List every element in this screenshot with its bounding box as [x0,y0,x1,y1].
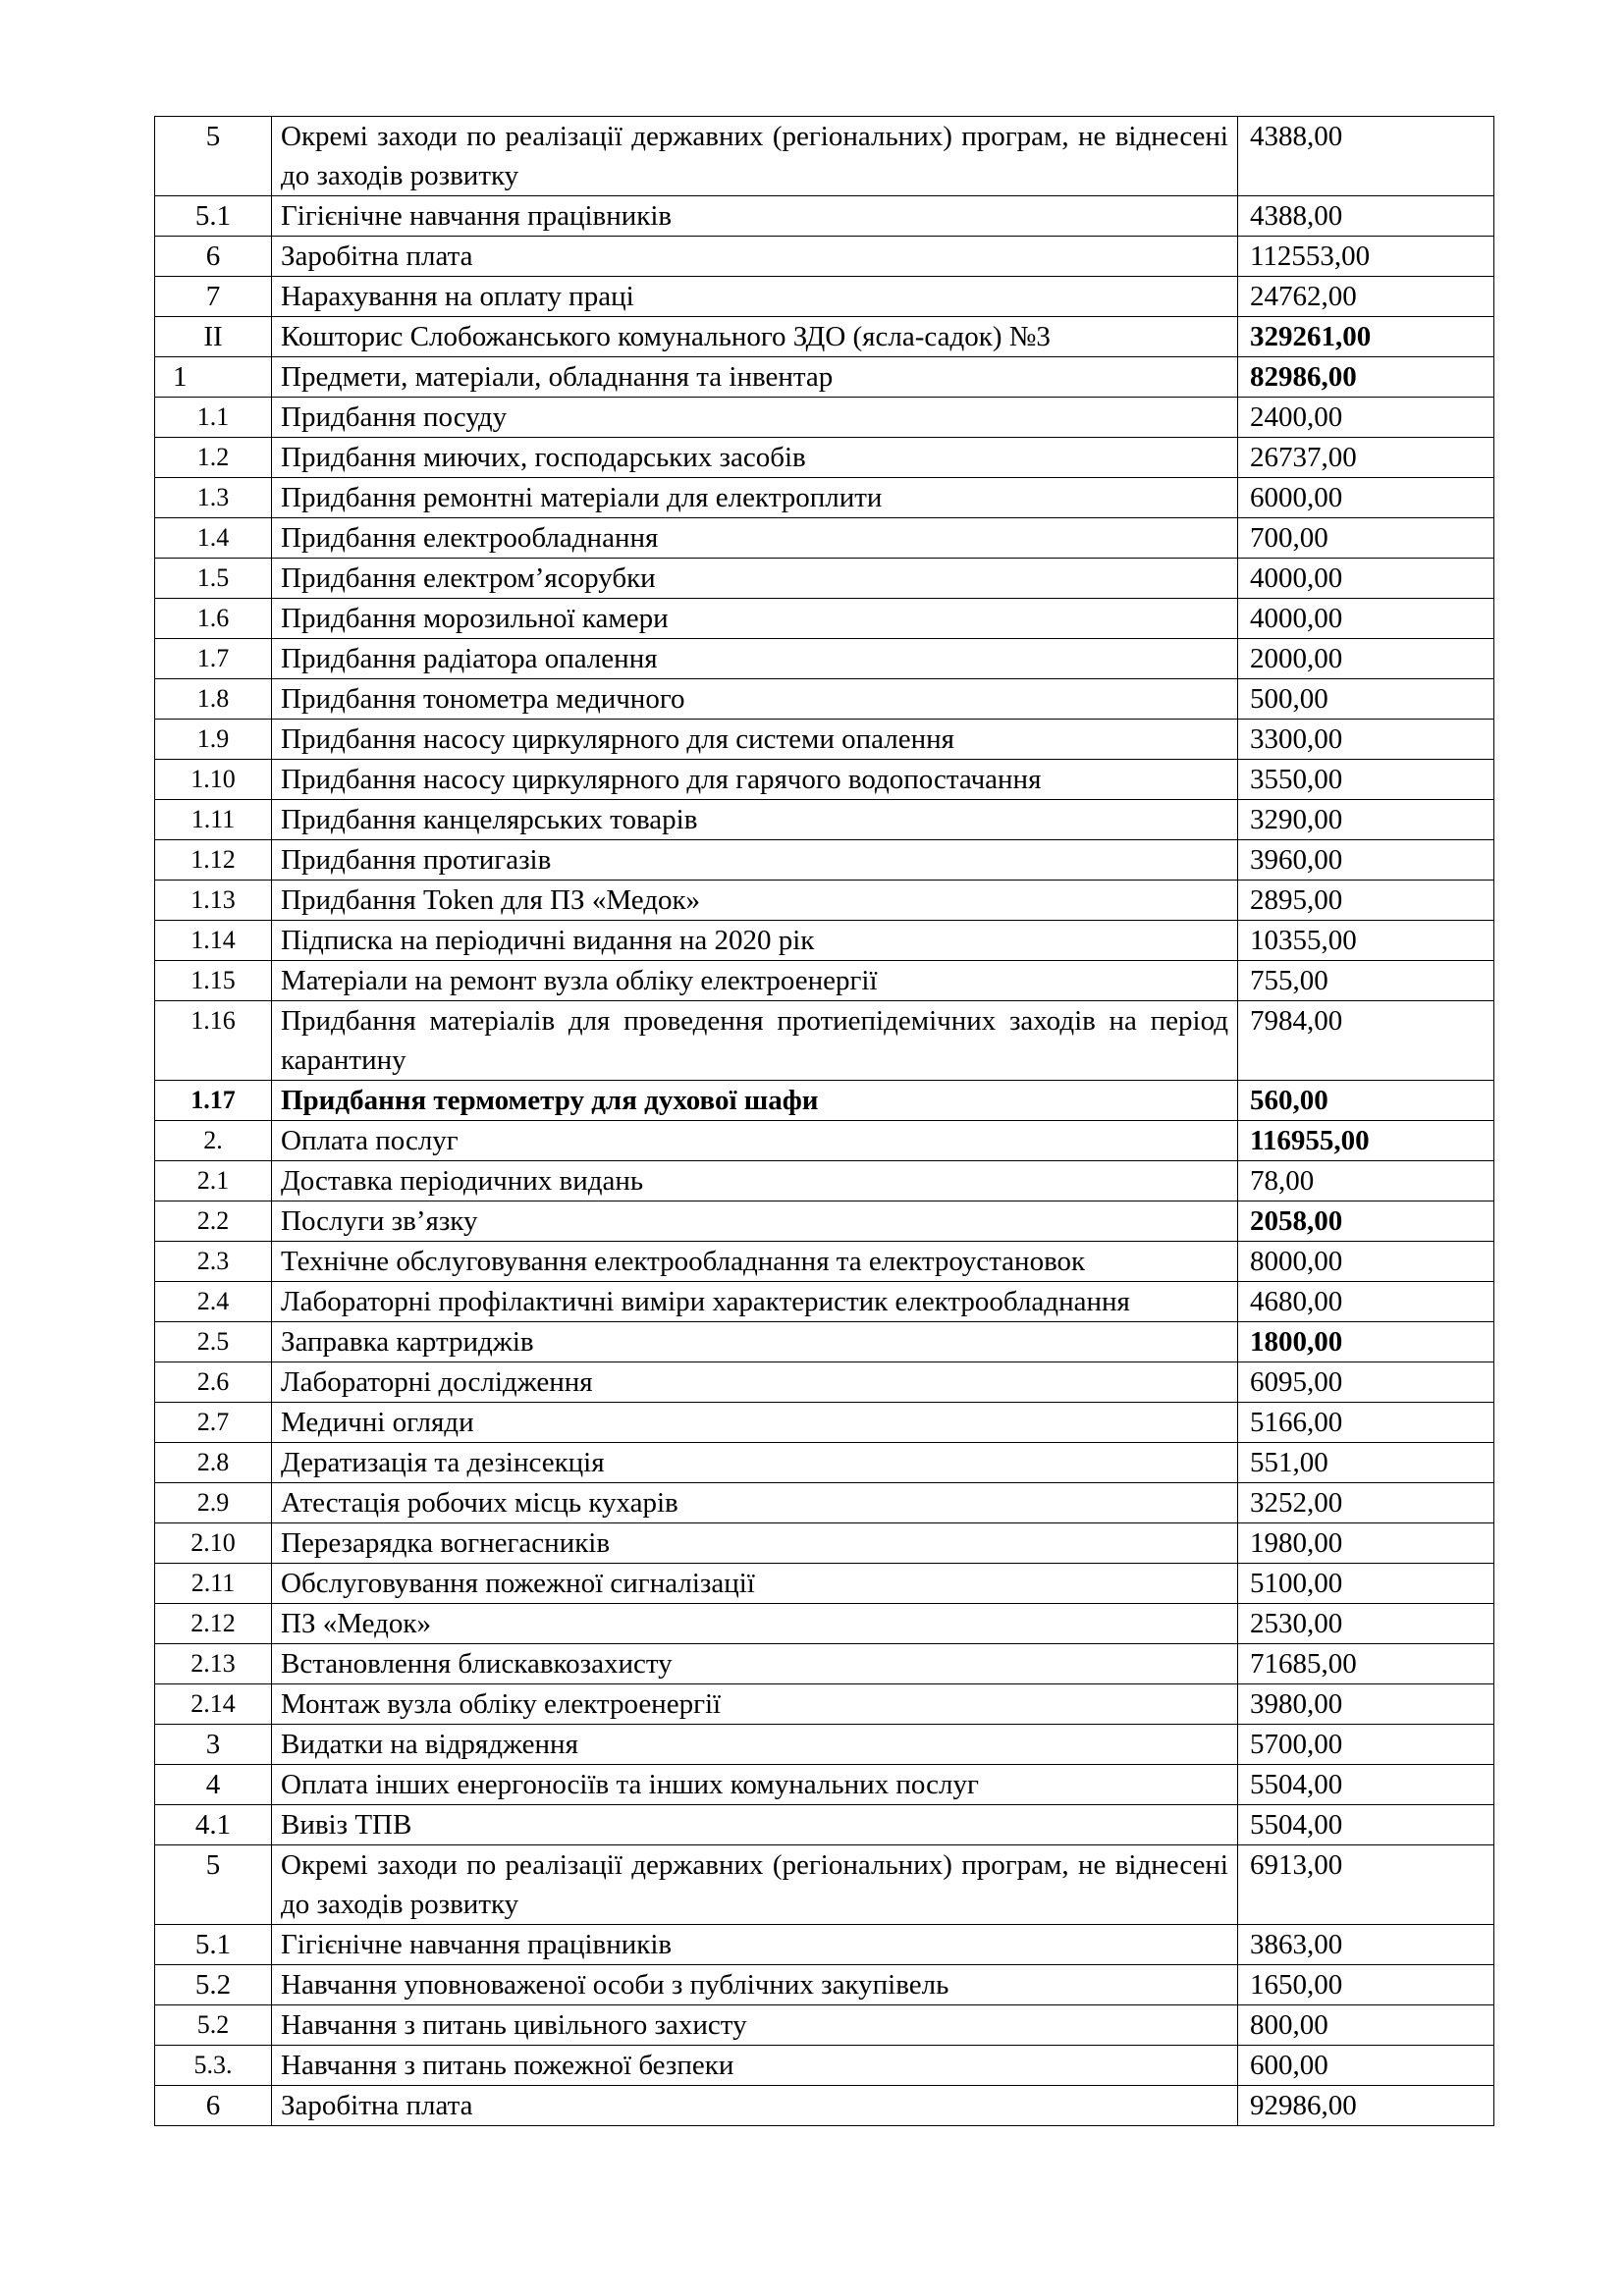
row-description: Придбання протигазів [272,840,1238,881]
table-row [155,1604,1494,1644]
row-description: Перезарядка вогнегасників [272,1523,1238,1564]
row-amount: 551,00 [1238,1443,1494,1483]
table-row [155,1805,1494,1845]
row-amount: 1800,00 [1238,1322,1494,1362]
row-description: Оплата інших енергоносіїв та інших комунальних послуг [272,1765,1238,1805]
row-amount: 5166,00 [1238,1403,1494,1443]
row-description: Придбання електрообладнання [272,518,1238,559]
row-number: 2. [155,1121,272,1161]
row-number: 1.9 [155,720,272,760]
row-description: Підписка на періодичні видання на 2020 рік [272,921,1238,961]
row-number: 1.13 [155,881,272,921]
row-amount: 4000,00 [1238,559,1494,599]
table-row [155,800,1494,840]
row-number: 2.12 [155,1604,272,1644]
row-amount: 2530,00 [1238,1604,1494,1644]
row-number: 1.6 [155,599,272,639]
row-number: 2.13 [155,1644,272,1684]
row-amount: 800,00 [1238,2005,1494,2046]
row-number: 5.2 [155,2005,272,2046]
row-amount: 5504,00 [1238,1805,1494,1845]
row-description: Кошторис Слобожанського комунального ЗДО (ясла-садок) №3 [272,317,1238,357]
row-description: Гігієнічне навчання працівників [272,1925,1238,1965]
table-row [155,1161,1494,1201]
row-description: Придбання матеріалів для проведення протиепідемічних заходів на період карантину [272,1001,1238,1081]
table-row [155,1403,1494,1443]
row-number: 1.10 [155,760,272,800]
table-row [155,840,1494,881]
row-description: Придбання насосу циркулярного для гарячого водопостачання [272,760,1238,800]
table-row [155,1121,1494,1161]
table-row [155,2005,1494,2046]
row-description: Атестація робочих місць кухарів [272,1483,1238,1523]
row-number: 1.2 [155,438,272,478]
row-amount: 4680,00 [1238,1282,1494,1322]
row-amount: 3290,00 [1238,800,1494,840]
row-amount: 24762,00 [1238,277,1494,317]
row-description: Обслуговування пожежної сигналізації [272,1564,1238,1604]
table-row [155,1523,1494,1564]
row-description: Навчання з питань пожежної безпеки [272,2046,1238,2086]
row-number: 2.3 [155,1242,272,1282]
table-row [155,1564,1494,1604]
row-description: Придбання тонометра медичного [272,679,1238,720]
row-description: ПЗ «Медок» [272,1604,1238,1644]
row-amount: 7984,00 [1238,1001,1494,1081]
row-description: Придбання електром’ясорубки [272,559,1238,599]
row-number: 7 [155,277,272,317]
table-row [155,2046,1494,2086]
table-row [155,1684,1494,1725]
row-amount: 82986,00 [1238,357,1494,398]
row-amount: 112553,00 [1238,237,1494,277]
row-number: 2.11 [155,1564,272,1604]
row-number: 5 [155,1845,272,1925]
table-row [155,1282,1494,1322]
row-description: Придбання радіатора опалення [272,639,1238,679]
row-amount: 2058,00 [1238,1201,1494,1242]
row-number: 1.12 [155,840,272,881]
row-amount: 3863,00 [1238,1925,1494,1965]
row-number: ІІ [155,317,272,357]
row-number: 1.15 [155,961,272,1001]
row-number: 2.9 [155,1483,272,1523]
row-description: Предмети, матеріали, обладнання та інвентар [272,357,1238,398]
row-amount: 755,00 [1238,961,1494,1001]
row-description: Окремі заходи по реалізації державних (регіональних) програм, не віднесені до заходів розвитку [272,1845,1238,1925]
row-number: 1.11 [155,800,272,840]
row-amount: 3252,00 [1238,1483,1494,1523]
table-row [155,1965,1494,2005]
table-row [155,2086,1494,2126]
row-amount: 2400,00 [1238,398,1494,438]
row-amount: 3980,00 [1238,1684,1494,1725]
row-number: 1.5 [155,559,272,599]
row-description: Доставка періодичних видань [272,1161,1238,1201]
row-amount: 5700,00 [1238,1725,1494,1765]
table-row [155,1001,1494,1081]
row-number: 1.7 [155,639,272,679]
row-number: 2.7 [155,1403,272,1443]
row-amount: 1980,00 [1238,1523,1494,1564]
row-number: 2.2 [155,1201,272,1242]
row-number: 1.17 [155,1081,272,1121]
table-row [155,1644,1494,1684]
row-number: 4 [155,1765,272,1805]
table-row [155,559,1494,599]
table-row [155,518,1494,559]
row-description: Придбання миючих, господарських засобів [272,438,1238,478]
table-row [155,679,1494,720]
row-description: Технічне обслуговування електрообладнання та електроустановок [272,1242,1238,1282]
row-number: 1.4 [155,518,272,559]
row-description: Придбання морозильної камери [272,599,1238,639]
row-amount: 8000,00 [1238,1242,1494,1282]
table-row [155,1362,1494,1403]
table-row [155,1925,1494,1965]
row-number: 4.1 [155,1805,272,1845]
row-amount: 560,00 [1238,1081,1494,1121]
row-amount: 92986,00 [1238,2086,1494,2126]
table-row [155,196,1494,237]
table-row [155,117,1494,196]
row-amount: 5100,00 [1238,1564,1494,1604]
row-number: 2.14 [155,1684,272,1725]
table-row [155,961,1494,1001]
table-row [155,1242,1494,1282]
row-amount: 78,00 [1238,1161,1494,1201]
row-description: Придбання ремонтні матеріали для електроплити [272,478,1238,518]
row-amount: 4388,00 [1238,196,1494,237]
row-amount: 116955,00 [1238,1121,1494,1161]
table-row [155,760,1494,800]
row-number: 5 [155,117,272,196]
table-row [155,1845,1494,1925]
row-amount: 700,00 [1238,518,1494,559]
table-row [155,921,1494,961]
row-description: Лабораторні дослідження [272,1362,1238,1403]
row-description: Нарахування на оплату праці [272,277,1238,317]
row-description: Монтаж вузла обліку електроенергії [272,1684,1238,1725]
row-description: Оплата послуг [272,1121,1238,1161]
row-number: 6 [155,2086,272,2126]
row-description: Заробітна плата [272,2086,1238,2126]
row-number: 1.14 [155,921,272,961]
row-description: Лабораторні профілактичні виміри характеристик електрообладнання [272,1282,1238,1322]
row-amount: 26737,00 [1238,438,1494,478]
row-description: Послуги зв’язку [272,1201,1238,1242]
row-amount: 4388,00 [1238,117,1494,196]
row-amount: 10355,00 [1238,921,1494,961]
row-number: 1.3 [155,478,272,518]
row-number: 5.3. [155,2046,272,2086]
table-row [155,1201,1494,1242]
row-description: Заправка картриджів [272,1322,1238,1362]
table-row [155,357,1494,398]
row-amount: 1650,00 [1238,1965,1494,2005]
row-number: 3 [155,1725,272,1765]
table-row [155,1765,1494,1805]
row-amount: 600,00 [1238,2046,1494,2086]
row-description: Навчання з питань цивільного захисту [272,2005,1238,2046]
table-row [155,277,1494,317]
row-description: Видатки на відрядження [272,1725,1238,1765]
row-description: Вивіз ТПВ [272,1805,1238,1845]
row-description: Медичні огляди [272,1403,1238,1443]
row-description: Заробітна плата [272,237,1238,277]
row-number: 1.8 [155,679,272,720]
table-row [155,1483,1494,1523]
row-amount: 4000,00 [1238,599,1494,639]
row-amount: 6000,00 [1238,478,1494,518]
table-row [155,1725,1494,1765]
row-amount: 329261,00 [1238,317,1494,357]
row-description: Придбання Token для ПЗ «Медок» [272,881,1238,921]
row-number: 2.1 [155,1161,272,1201]
row-number: 6 [155,237,272,277]
row-description: Придбання канцелярських товарів [272,800,1238,840]
table-row [155,599,1494,639]
row-amount: 6913,00 [1238,1845,1494,1925]
table-row [155,639,1494,679]
table-row [155,881,1494,921]
row-number: 1.16 [155,1001,272,1081]
row-amount: 3550,00 [1238,760,1494,800]
table-row [155,1322,1494,1362]
row-number: 2.6 [155,1362,272,1403]
table-row [155,438,1494,478]
row-amount: 2000,00 [1238,639,1494,679]
table-row [155,478,1494,518]
row-number: 5.1 [155,196,272,237]
row-description: Матеріали на ремонт вузла обліку електроенергії [272,961,1238,1001]
table-row [155,237,1494,277]
row-number: 1.1 [155,398,272,438]
row-description: Дератизація та дезінсекція [272,1443,1238,1483]
row-amount: 500,00 [1238,679,1494,720]
row-amount: 6095,00 [1238,1362,1494,1403]
row-description: Встановлення блискавкозахисту [272,1644,1238,1684]
row-description: Гігієнічне навчання працівників [272,196,1238,237]
row-amount: 3300,00 [1238,720,1494,760]
table-row [155,317,1494,357]
row-description: Придбання посуду [272,398,1238,438]
row-description: Окремі заходи по реалізації державних (регіональних) програм, не віднесені до заходів розвитку [272,117,1238,196]
row-description: Придбання термометру для духової шафи [272,1081,1238,1121]
row-amount: 71685,00 [1238,1644,1494,1684]
row-amount: 3960,00 [1238,840,1494,881]
row-number: 2.4 [155,1282,272,1322]
row-description: Навчання уповноваженої особи з публічних закупівель [272,1965,1238,2005]
row-number: 5.2 [155,1965,272,2005]
table-row [155,398,1494,438]
row-amount: 5504,00 [1238,1765,1494,1805]
row-number: 2.10 [155,1523,272,1564]
budget-table [154,116,1494,2126]
table-row [155,1443,1494,1483]
row-number: 5.1 [155,1925,272,1965]
row-number: 2.8 [155,1443,272,1483]
table-row [155,1081,1494,1121]
row-number: 1 [155,357,272,398]
row-amount: 2895,00 [1238,881,1494,921]
table-row [155,720,1494,760]
row-description: Придбання насосу циркулярного для системи опалення [272,720,1238,760]
row-number: 2.5 [155,1322,272,1362]
